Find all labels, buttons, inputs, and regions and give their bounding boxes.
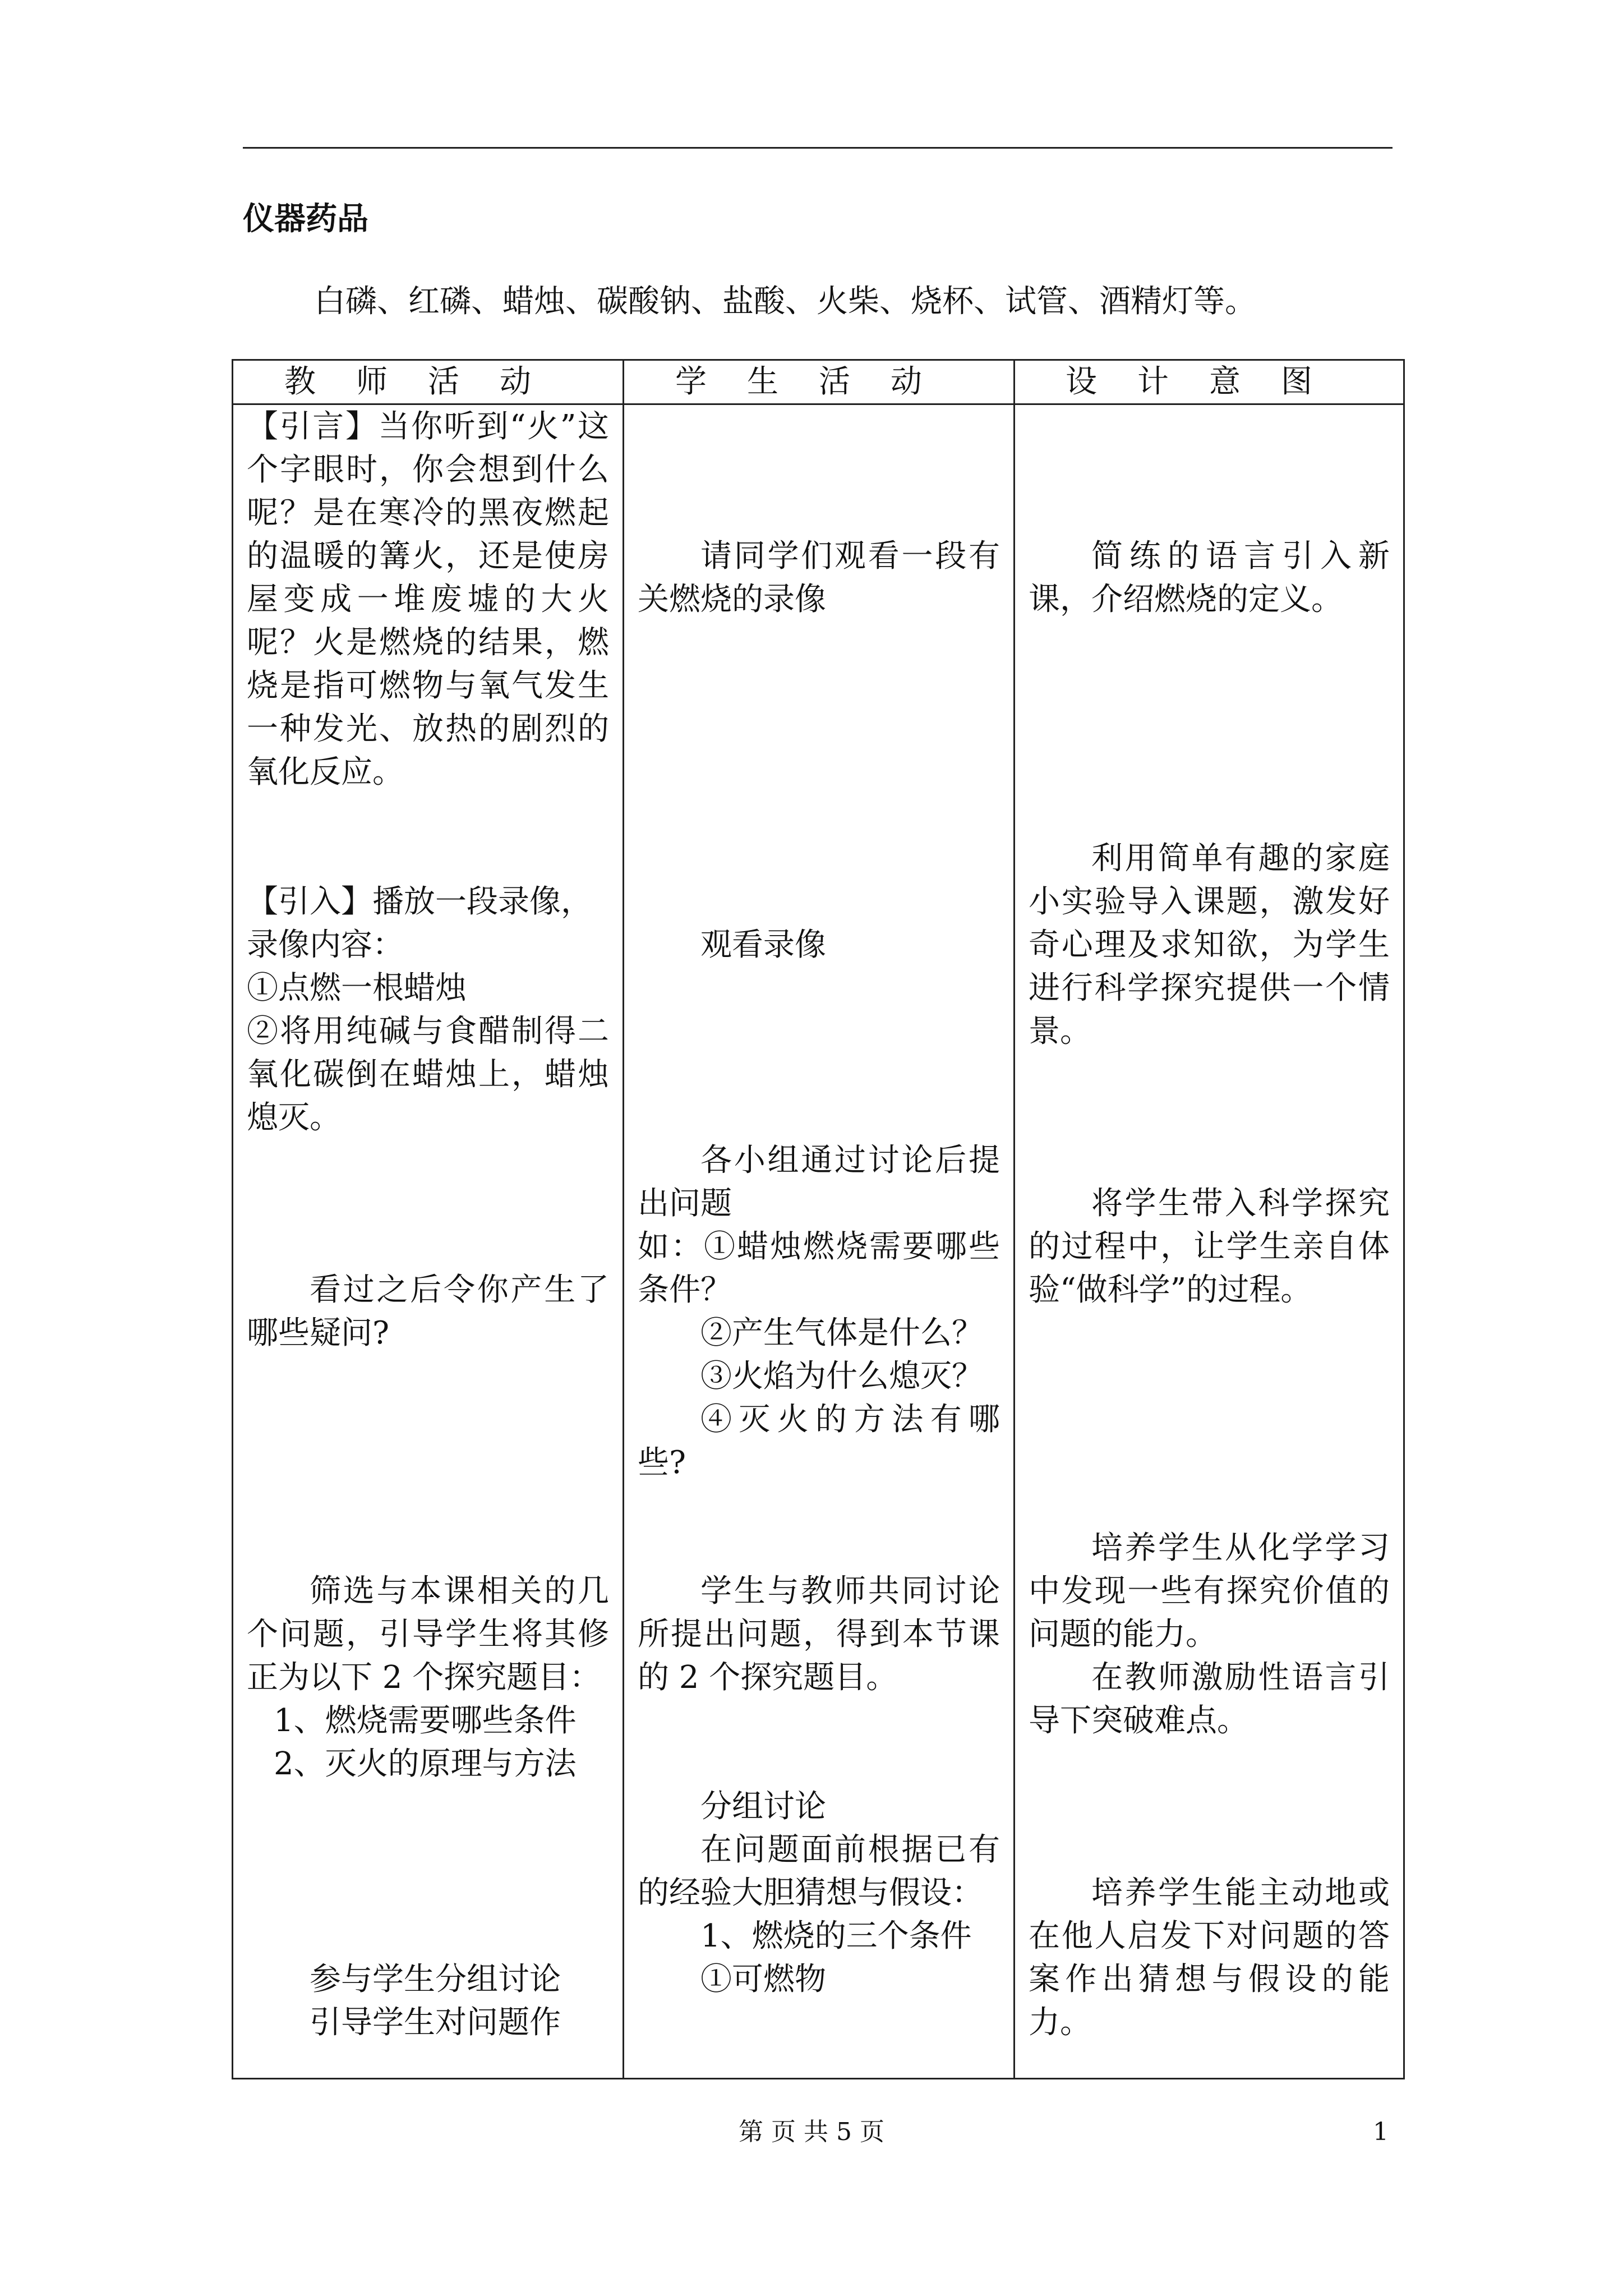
design-intent-cell [1015, 404, 1404, 2079]
student-questions-block: 各小组通过讨论后提出问题 如：①蜡烛燃烧需要哪些条件？ ②产生气体是什么？ ③火焰为什么熄灭？ ④灭火的方法有哪些? [638, 1142, 1000, 1481]
teacher-activity-cell [233, 404, 624, 2079]
teacher-discussion-block: 参与学生分组讨论 引导学生对问题作 [310, 1961, 561, 2041]
intent-intro-block: 简练的语言引入新课，介绍燃烧的定义。 [1029, 538, 1390, 618]
student-discussion-block: 学生与教师共同讨论所提出问题，得到本节课的 2 个探究题目。 [638, 1573, 1000, 1696]
student-hypothesis-block: 分组讨论 在问题面前根据已有的经验大胆猜想与假设： 1、燃烧的三个条件 ①可燃物 [638, 1788, 1000, 1998]
header-student-activity: 学生活动 [624, 360, 1015, 404]
student-view-block: 观看录像 [700, 927, 826, 963]
teacher-intro-block: 【引言】当你听到“火”这个字眼时，你会想到什么呢？是在寒冷的黑夜燃起的温暖的篝火，还是使房屋变成一堆废墟的大火呢？火是燃烧的结果，燃烧是指可燃物与氧气发生一种发光、放热的剧烈的氧化反应。 [247, 408, 609, 790]
page-footer: 第 页 共 5 页 [739, 2118, 884, 2146]
lesson-plan-table [232, 359, 1405, 2079]
teacher-question-block: 看过之后令你产生了哪些疑问? [247, 1272, 609, 1351]
section-title: 仪器药品 [243, 200, 368, 237]
table-row [233, 404, 1404, 2079]
intent-hypothesis-block: 培养学生能主动地或在他人启发下对问题的答案作出猜想与假设的能力。 [1029, 1875, 1390, 2041]
intent-lead-in-block: 利用简单有趣的家庭小实验导入课题，激发好奇心理及求知欲，为学生进行科学探究提供一个情景。 [1029, 840, 1390, 1050]
page-number: 1 [1373, 2118, 1389, 2146]
header-design-intent: 设计意图 [1015, 360, 1404, 404]
materials-list: 白磷、红磷、蜡烛、碳酸钠、盐酸、火柴、烧杯、试管、酒精灯等。 [314, 283, 1256, 320]
student-activity-cell [624, 404, 1015, 2079]
header-teacher-activity: 教师活动 [233, 360, 624, 404]
intent-inquiry-block: 将学生带入科学探究的过程中，让学生亲自体验“做科学”的过程。 [1029, 1185, 1390, 1308]
header-rule [243, 147, 1393, 149]
teacher-topic-block: 筛选与本课相关的几个问题，引导学生将其修正为以下 2 个探究题目： 1、燃烧需要哪些条件 2、灭火的原理与方法 [247, 1573, 609, 1782]
intent-question-block: 培养学生从化学学习中发现一些有探究价值的问题的能力。 在教师激励性语言引导下突破难点。 [1029, 1530, 1390, 1739]
table-header-row [233, 360, 1404, 404]
teacher-lead-in-block: 【引入】播放一段录像， 录像内容： ①点燃一根蜡烛 ②将用纯碱与食醋制得二氧化碳倒在蜡烛上，蜡烛熄灭。 [247, 884, 609, 1136]
student-watch-block: 请同学们观看一段有关燃烧的录像 [638, 538, 1000, 618]
